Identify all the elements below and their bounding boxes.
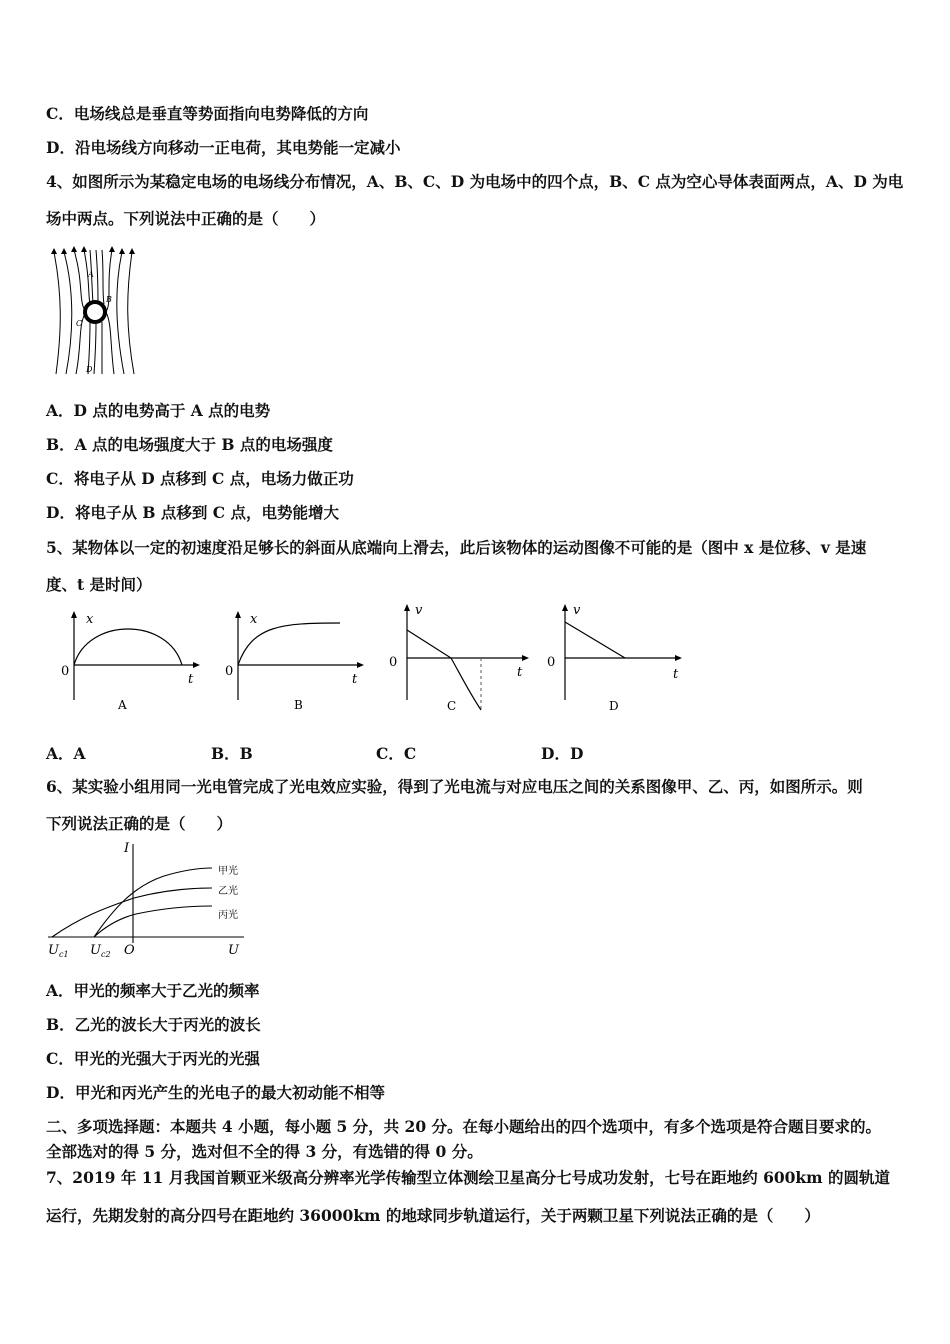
q5-option-d: D．D	[541, 744, 584, 763]
q5-graph-c	[385, 600, 535, 720]
q4-label-b: B	[106, 295, 112, 304]
q6-curve-label-yi: 乙光	[218, 886, 238, 897]
q6-option-d: D．甲光和丙光产生的光电子的最大初动能不相等	[46, 1083, 385, 1102]
q5d-origin: 0	[547, 655, 556, 670]
q5a-ylabel: x	[86, 612, 94, 627]
q7-stem-line1: 7、2019 年 11 月我国首颗亚米级高分辨率光学传输型立体测绘卫星高分七号成功发射，七号在距地约 600km 的圆轨道	[46, 1168, 890, 1187]
q4-label-c: C	[76, 319, 83, 328]
q5d-ylabel: v	[573, 603, 581, 618]
q5-graph-b	[222, 605, 367, 720]
q5a-xlabel: t	[188, 672, 194, 687]
q5a-origin: 0	[61, 664, 70, 679]
q4-option-b: B．A 点的电场强度大于 B 点的电场强度	[46, 435, 333, 454]
q6-option-c: C．甲光的光强大于丙光的光强	[46, 1049, 260, 1068]
q5c-origin: 0	[389, 655, 398, 670]
q5-graph-a	[58, 605, 203, 720]
q3-option-c: C．电场线总是垂直等势面指向电势降低的方向	[46, 104, 369, 123]
q5b-caption: B	[294, 698, 303, 712]
q4-option-d: D．将电子从 B 点移到 C 点，电势能增大	[46, 503, 339, 522]
q5c-ylabel: v	[415, 603, 423, 618]
q6-uc2: $U_{c2}$	[90, 943, 111, 959]
q5-stem-line2: 度、t 是时间）	[46, 575, 152, 594]
q5b-ylabel: x	[250, 612, 258, 627]
q5-option-c: C．C	[376, 744, 417, 763]
section2-instructions-line2: 全部选对的得 5 分，选对但不全的得 3 分，有选错的得 0 分。	[46, 1142, 483, 1161]
q6-stem-line1: 6、某实验小组用同一光电管完成了光电效应实验，得到了光电流与对应电压之间的关系图像甲、乙、丙，如图所示。则	[46, 777, 863, 796]
q3-option-d: D．沿电场线方向移动一正电荷，其电势能一定减小	[46, 138, 401, 157]
q4-field-figure	[48, 244, 143, 379]
q5b-origin: 0	[225, 664, 234, 679]
q6-ylabel: I	[124, 841, 130, 856]
q7-stem-line2: 运行，先期发射的高分四号在距地约 36000km 的地球同步轨道运行，关于两颗卫星下列说法正确的是（ ）	[46, 1206, 820, 1225]
q5-option-b: B．B	[211, 744, 253, 763]
q6-origin: O	[124, 943, 135, 958]
q5d-caption: D	[609, 699, 619, 713]
q5c-caption: C	[447, 699, 457, 713]
q6-uc1: $U_{c1}$	[48, 943, 69, 959]
q5d-xlabel: t	[673, 667, 679, 682]
q6-option-a: A．甲光的频率大于乙光的频率	[46, 981, 260, 1000]
q6-photoelectric-graph	[44, 838, 254, 963]
q4-stem-line1: 4、如图所示为某稳定电场的电场线分布情况，A、B、C、D 为电场中的四个点，B、C 点为空心导体表面两点，A、D 为电	[46, 172, 904, 191]
q5-graph-d	[543, 600, 688, 720]
q4-label-d: D	[86, 365, 93, 374]
section2-instructions-line1: 二、多项选择题：本题共 4 小题，每小题 5 分，共 20 分。在每小题给出的四个选项中，有多个选项是符合题目要求的。	[46, 1117, 882, 1136]
q6-curve-label-jia: 甲光	[218, 866, 238, 877]
q6-option-b: B．乙光的波长大于丙光的波长	[46, 1015, 261, 1034]
q5a-caption: A	[118, 698, 127, 712]
q6-xlabel: U	[228, 943, 239, 958]
q5b-xlabel: t	[352, 672, 358, 687]
q6-curve-label-bing: 丙光	[218, 910, 238, 921]
q4-stem-line2: 场中两点。下列说法中正确的是（ ）	[46, 209, 326, 228]
q5-stem-line1: 5、某物体以一定的初速度沿足够长的斜面从底端向上滑去，此后该物体的运动图像不可能的是（图中 x 是位移、v 是速	[46, 538, 867, 557]
q4-option-a: A．D 点的电势高于 A 点的电势	[46, 401, 271, 420]
q6-stem-line2: 下列说法正确的是（ ）	[46, 814, 233, 833]
q5c-xlabel: t	[517, 665, 523, 680]
q5-option-a: A．A	[46, 744, 86, 763]
q4-option-c: C．将电子从 D 点移到 C 点，电场力做正功	[46, 469, 354, 488]
q4-label-a: A	[88, 270, 94, 279]
